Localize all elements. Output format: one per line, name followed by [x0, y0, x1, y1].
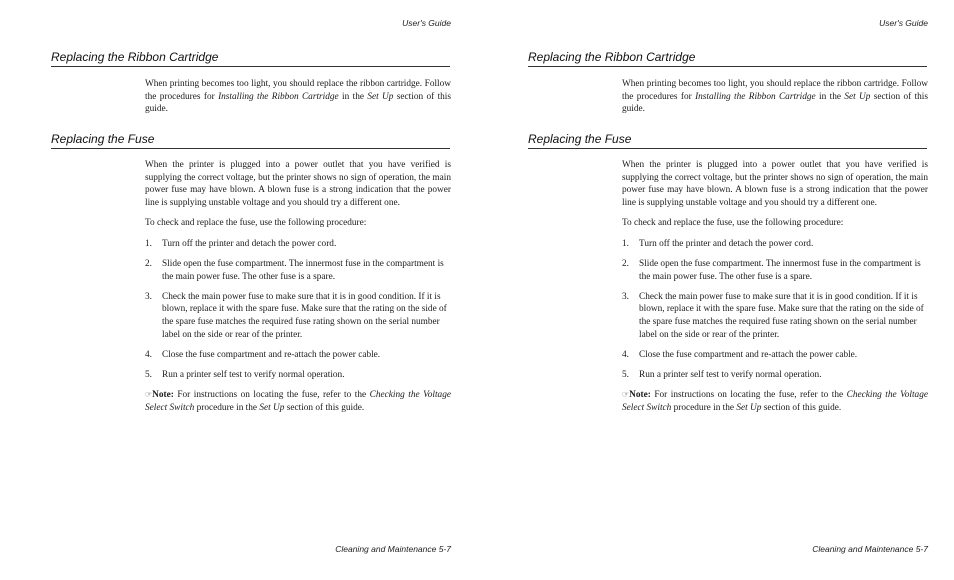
running-footer: Cleaning and Maintenance 5-7 [335, 544, 451, 554]
running-header: User's Guide [402, 18, 451, 28]
ribbon-ref-installing: Installing the Ribbon Cartridge [218, 91, 339, 102]
ribbon-ref-setup: Set Up [844, 91, 871, 102]
fuse-procedure-intro: To check and replace the fuse, use the following procedure: [622, 218, 844, 229]
ribbon-section-body [145, 78, 451, 124]
note-ref-checking: Checking the Voltage Select Switch [622, 390, 928, 413]
fuse-procedure-intro: To check and replace the fuse, use the following procedure: [145, 218, 367, 229]
ribbon-ref-installing: Installing the Ribbon Cartridge [695, 91, 816, 102]
step-item: 5. Run a printer self test to verify normal operation. [622, 369, 822, 380]
pointing-hand-icon: ☞ [145, 390, 153, 400]
pointing-hand-icon: ☞ [622, 390, 630, 400]
fuse-note: ☞Note: For instructions on locating the fuse, refer to the Checking the Voltage Select Switch procedure in the Set Up section of this guide. [622, 390, 928, 413]
step-item: 1. Turn off the printer and detach the power cord. [145, 238, 337, 249]
fuse-note: ☞Note: For instructions on locating the fuse, refer to the Checking the Voltage Select Switch procedure in the Set Up section of this guide. [145, 390, 451, 413]
ribbon-paragraph: When printing becomes too light, you should replace the ribbon cartridge. Follow the procedures for Installing the Ribbon Cartridge in the Set Up section of this guide. [622, 79, 929, 115]
fuse-section-title: Replacing the Fuse [528, 132, 927, 149]
ribbon-section-title: Replacing the Ribbon Cartridge [51, 50, 450, 67]
fuse-intro: When the printer is plugged into a power outlet that you have verified is supplying the correct voltage, but the printer shows no sign of operation, the main power fuse may have blown. A blown fuse is a strong indication that the power line is supplying unstable voltage and you should try a different one. [622, 160, 928, 208]
note-ref-checking: Checking the Voltage Select Switch [145, 390, 451, 413]
running-header: User's Guide [879, 18, 928, 28]
ribbon-section-body [622, 78, 928, 124]
note-ref-setup: Set Up [259, 402, 285, 413]
fuse-section-body [622, 159, 928, 423]
ribbon-ref-setup: Set Up [367, 91, 394, 102]
fuse-steps [622, 238, 928, 381]
ribbon-section-title: Replacing the Ribbon Cartridge [528, 50, 927, 67]
running-footer: Cleaning and Maintenance 5-7 [812, 544, 928, 554]
fuse-steps [145, 238, 451, 381]
step-item: 3. Check the main power fuse to make sure that it is in good condition. If it is blown, replace it with the spare fuse. Make sure that the rating on the side of the spare fuse matches the required fuse rating shown on the serial number label on the side or rear of the printer. [622, 291, 924, 340]
step-item: 5. Run a printer self test to verify normal operation. [145, 369, 345, 380]
fuse-section-title: Replacing the Fuse [51, 132, 450, 149]
fuse-intro: When the printer is plugged into a power outlet that you have verified is supplying the correct voltage, but the printer shows no sign of operation, the main power fuse may have blown. A blown fuse is a strong indication that the power line is supplying unstable voltage and you should try a different one. [145, 160, 451, 208]
step-item: 2. Slide open the fuse compartment. The innermost fuse in the compartment is the main power fuse. The other fuse is a spare. [145, 259, 444, 282]
step-item: 1. Turn off the printer and detach the power cord. [622, 238, 814, 249]
step-item: 3. Check the main power fuse to make sure that it is in good condition. If it is blown, replace it with the spare fuse. Make sure that the rating on the side of the spare fuse matches the required fuse rating shown on the serial number label on the side or rear of the printer. [145, 291, 447, 340]
step-item: 2. Slide open the fuse compartment. The innermost fuse in the compartment is the main power fuse. The other fuse is a spare. [622, 259, 921, 282]
fuse-section-body [145, 159, 451, 423]
note-ref-setup: Set Up [736, 402, 762, 413]
step-item: 4. Close the fuse compartment and re-attach the power cable. [145, 349, 381, 360]
step-item: 4. Close the fuse compartment and re-attach the power cable. [622, 349, 858, 360]
ribbon-paragraph: When printing becomes too light, you should replace the ribbon cartridge. Follow the procedures for Installing the Ribbon Cartridge in the Set Up section of this guide. [145, 79, 452, 115]
right-page [477, 0, 954, 580]
